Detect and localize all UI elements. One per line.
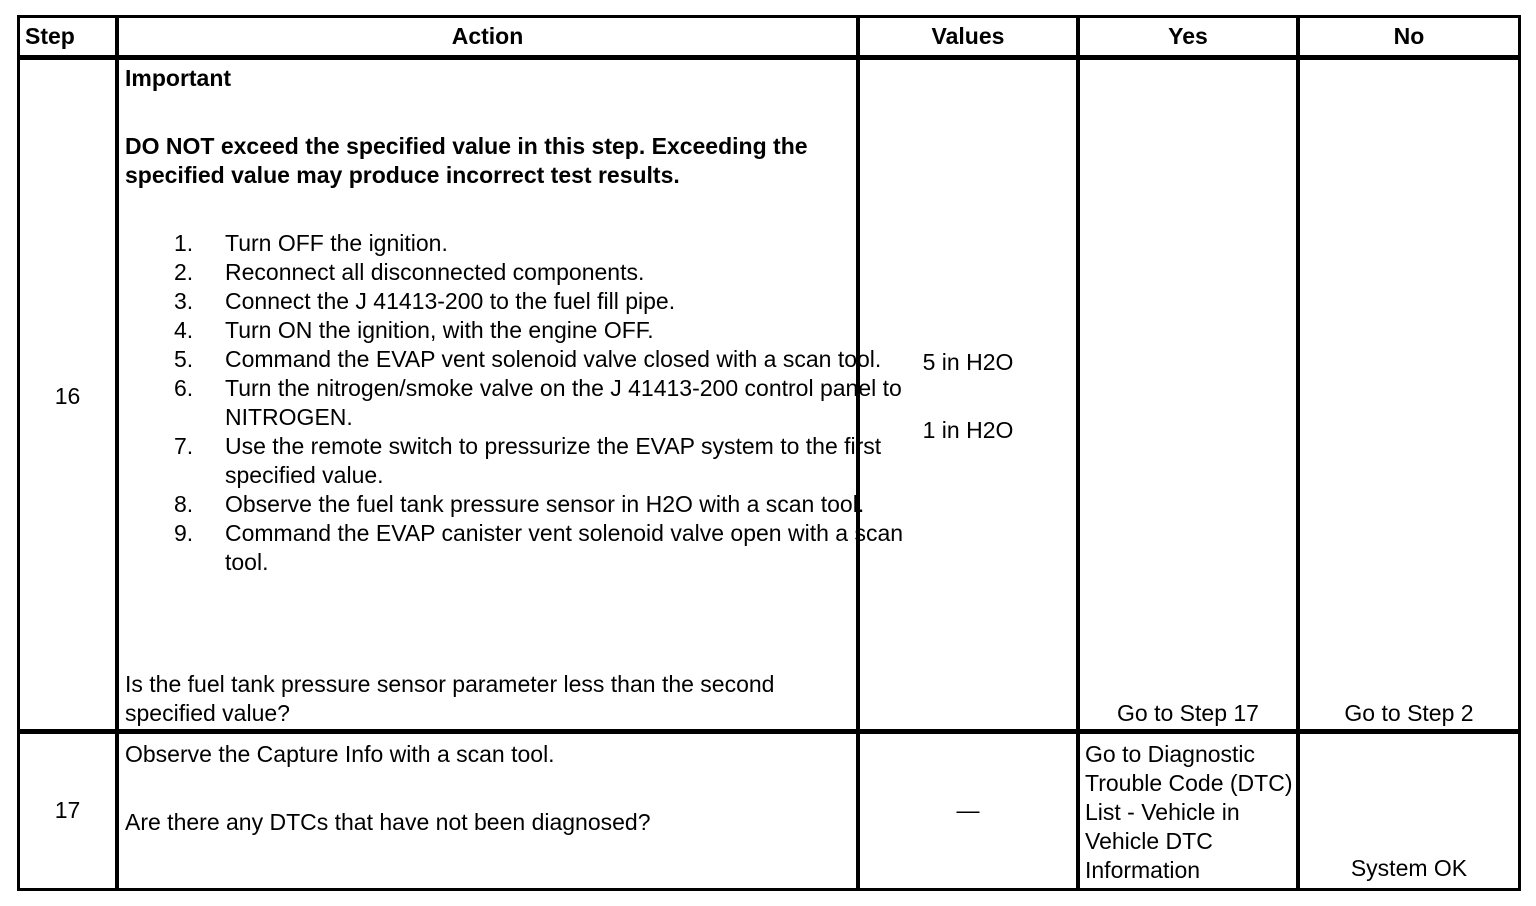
header-yes: Yes (1168, 23, 1208, 49)
warning-text: DO NOT exceed the specified value in this step. Exceeding the specified value may produce incorrect test results. (125, 133, 808, 188)
list-item-number: 9. (174, 520, 194, 546)
header-action: Action (451, 23, 524, 49)
list-item (125, 287, 854, 316)
list-item (125, 229, 854, 258)
important-label: Important (125, 65, 232, 91)
header-values: Values (931, 23, 1005, 49)
row-17-step: 17 (54, 797, 81, 823)
list-item (125, 519, 940, 577)
list-item (125, 258, 854, 287)
row-17-value: — (956, 797, 980, 823)
diagnostic-table (17, 15, 1521, 891)
list-item-text: Use the remote switch to pressurize the EVAP system to the first specified value. (225, 433, 882, 488)
list-item-number: 4. (174, 317, 194, 343)
header-no: No (1393, 23, 1425, 49)
row-17-action: Observe the Capture Info with a scan tool. (125, 741, 555, 767)
row-16-yes: Go to Step 17 (1117, 700, 1259, 726)
list-item-text: Reconnect all disconnected components. (225, 259, 645, 285)
row-17-question: Are there any DTCs that have not been diagnosed? (125, 809, 651, 835)
list-item-text: Command the EVAP canister vent solenoid valve open with a scan tool. (225, 520, 904, 575)
list-item-number: 7. (174, 433, 194, 459)
row-16-action (125, 64, 904, 577)
row-16-step: 16 (54, 383, 81, 409)
list-item-text: Command the EVAP vent solenoid valve closed with a scan tool. (225, 346, 882, 372)
row-17-yes: Go to Diagnostic Trouble Code (DTC) List - Vehicle in Vehicle DTC Information (1085, 741, 1293, 883)
list-item-text: Turn OFF the ignition. (225, 230, 448, 256)
row-divider (17, 55, 1521, 60)
row-16-no: Go to Step 2 (1344, 700, 1474, 726)
list-item (125, 490, 915, 519)
list-item-text: Connect the J 41413-200 to the fuel fill pipe. (225, 288, 676, 314)
procedure-list (125, 229, 904, 577)
row-divider (17, 729, 1521, 734)
list-item (125, 345, 935, 374)
list-item-number: 1. (174, 230, 194, 256)
row-17-no: System OK (1350, 855, 1468, 881)
row-16-question: Is the fuel tank pressure sensor parameter less than the second specified value? (125, 671, 775, 726)
border-left (17, 15, 20, 891)
col-divider (115, 15, 119, 891)
list-item-text: Turn the nitrogen/smoke valve on the J 41413-200 control panel to NITROGEN. (225, 375, 902, 430)
col-divider (1076, 15, 1080, 891)
list-item (125, 432, 954, 490)
row-16-value-2: 1 in H2O (922, 417, 1014, 443)
list-item-number: 2. (174, 259, 194, 285)
col-divider (1296, 15, 1300, 891)
row-16-value-1: 5 in H2O (922, 349, 1014, 375)
list-item-number: 3. (174, 288, 194, 314)
list-item-text: Turn ON the ignition, with the engine OFF. (225, 317, 654, 343)
list-item-number: 6. (174, 375, 194, 401)
list-item-text: Observe the fuel tank pressure sensor in H2O with a scan tool. (225, 491, 865, 517)
list-item-number: 8. (174, 491, 194, 517)
list-item (125, 316, 854, 345)
list-item-number: 5. (174, 346, 194, 372)
header-step: Step (25, 23, 75, 49)
list-item (125, 374, 915, 432)
border-right (1518, 15, 1521, 891)
